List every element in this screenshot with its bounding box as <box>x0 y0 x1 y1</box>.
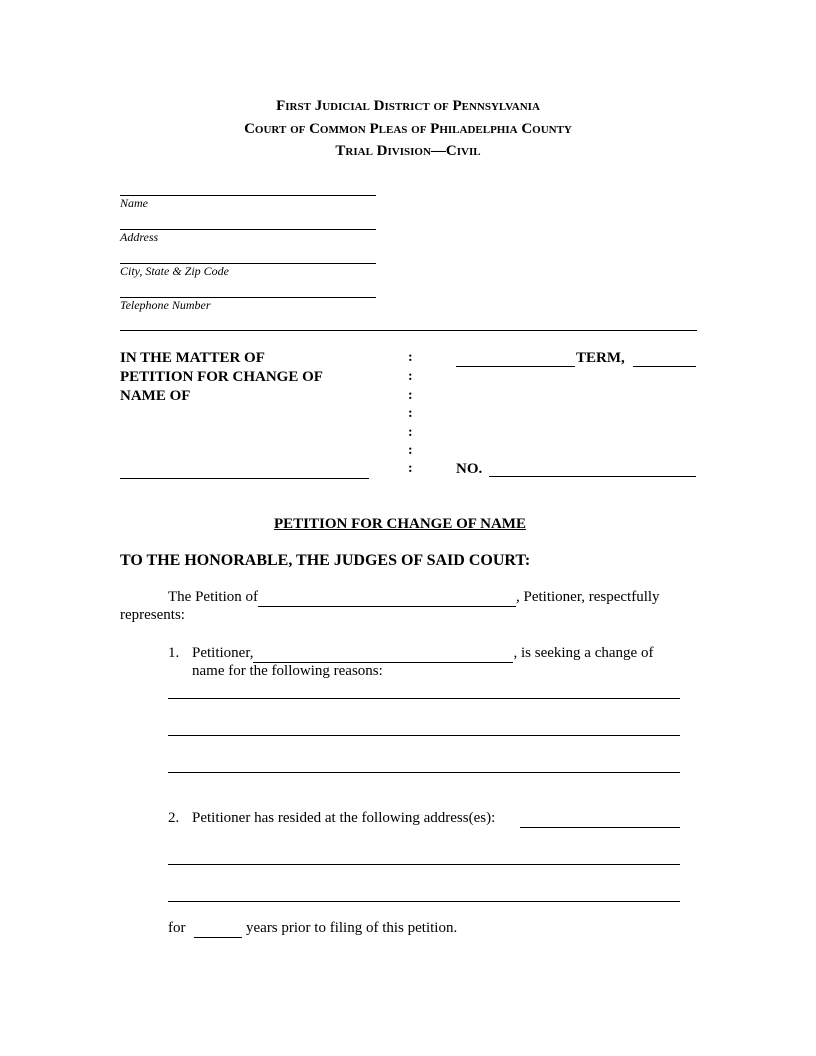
telephone-label: Telephone Number <box>120 298 211 312</box>
court-name-heading: Court of Common Pleas of Philadelphia County <box>244 121 572 137</box>
petition-title: PETITION FOR CHANGE OF NAME <box>274 516 526 532</box>
intro-line-2: represents: <box>120 607 185 623</box>
reason-input-line[interactable] <box>168 735 680 736</box>
address-input-line[interactable] <box>520 827 680 828</box>
caption-colon: : <box>408 369 413 384</box>
term-input-line[interactable] <box>456 366 575 367</box>
address-input-line[interactable] <box>168 901 680 902</box>
matter-line-2: PETITION FOR CHANGE OF <box>120 369 323 385</box>
intro-line-1 <box>168 589 660 607</box>
item-2-number: 2. <box>168 810 180 826</box>
item-1-prefix: Petitioner, <box>192 645 254 661</box>
name-input-line[interactable] <box>120 195 376 196</box>
item-1-suffix: , is seeking a change of <box>513 645 654 661</box>
salutation: TO THE HONORABLE, THE JUDGES OF SAID COURT: <box>120 552 531 569</box>
number-label: NO. <box>456 461 483 477</box>
term-label: TERM, <box>576 350 625 366</box>
term-year-input-line[interactable] <box>633 366 696 367</box>
for-label: for <box>168 920 186 936</box>
petitioner-name-blank[interactable] <box>258 589 516 607</box>
item-1-name-blank[interactable] <box>253 645 513 663</box>
court-district-heading: First Judicial District of Pennsylvania <box>276 98 540 114</box>
address-label: Address <box>120 230 159 244</box>
caption-colon: : <box>408 425 413 440</box>
item-1-line-2: name for the following reasons: <box>192 663 383 679</box>
caption-colon: : <box>408 388 413 403</box>
division-heading: Trial Division—Civil <box>335 143 481 159</box>
address-input-line[interactable] <box>120 229 376 230</box>
caption-colon: : <box>408 461 413 476</box>
name-label: Name <box>120 196 148 210</box>
matter-line-1: IN THE MATTER OF <box>120 350 265 366</box>
item-1-number: 1. <box>168 645 180 661</box>
years-input-line[interactable] <box>194 937 242 938</box>
caption-separator <box>120 330 697 331</box>
item-2-text: Petitioner has resided at the following address(es): <box>192 810 496 826</box>
reason-input-line[interactable] <box>168 772 680 773</box>
number-input-line[interactable] <box>489 476 696 477</box>
caption-colon: : <box>408 350 413 365</box>
intro-prefix: The Petition of <box>168 589 258 605</box>
petitioner-name-input-line[interactable] <box>120 478 369 479</box>
caption-colon: : <box>408 443 413 458</box>
matter-line-3: NAME OF <box>120 388 191 404</box>
caption-colon: : <box>408 406 413 421</box>
city-state-zip-label: City, State & Zip Code <box>120 264 230 278</box>
intro-suffix: , Petitioner, respectfully <box>516 589 660 605</box>
item-1-line-1 <box>192 645 653 663</box>
years-text: years prior to filing of this petition. <box>246 920 458 936</box>
address-input-line[interactable] <box>168 864 680 865</box>
reason-input-line[interactable] <box>168 698 680 699</box>
